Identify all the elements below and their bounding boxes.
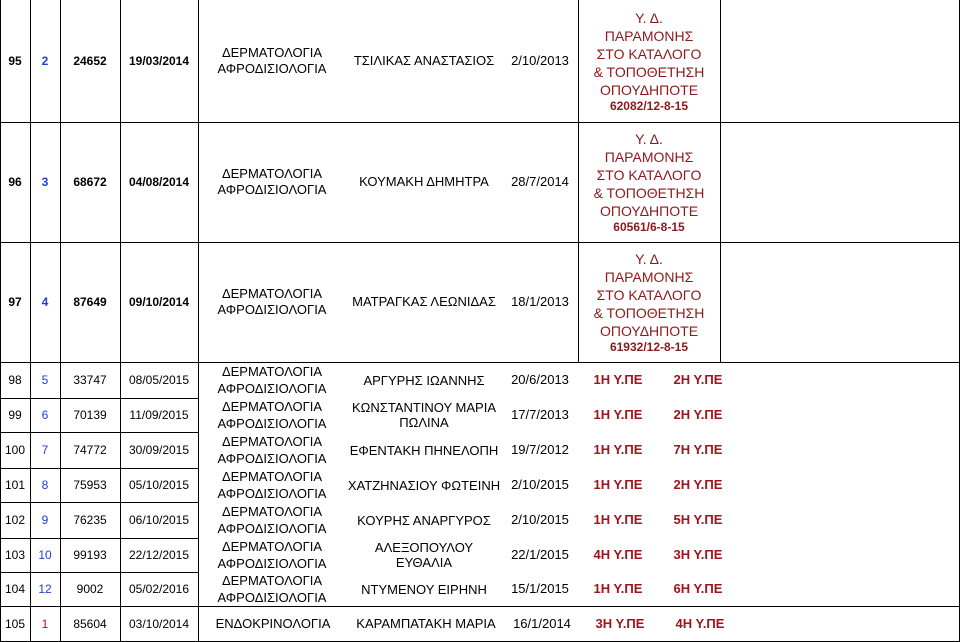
specialty-line2: ΑΦΡΟΔΙΣΙΟΛΟΓΙΑ [217,416,327,431]
date [120,362,198,398]
status-code: 62082/12-8-15 [609,98,689,113]
row-index-text: 96 [8,174,22,189]
col-border [0,0,1,642]
name-line1: ΕΦΕΝΤΑΚΗ ΠΗΝΕΛΟΠΗ [349,442,499,458]
status-line: ΣΤΟ ΚΑΤΑΛΟΓΟ [596,45,702,62]
status-line: ΟΠΟΥΔΗΠΟΤΕ [599,81,699,98]
name [346,432,502,468]
ref-number-text: 76235 [73,512,107,527]
first-region [578,502,658,538]
second-region-text: 6Η Υ.ΠΕ [673,581,723,597]
row-index [0,398,30,432]
ref-number-text: 68672 [73,174,107,189]
second-region [658,468,738,502]
ref-number-text: 33747 [73,372,107,387]
row-no [30,242,60,362]
status-line: Υ. Δ. [635,250,663,267]
name-text: ΚΑΡΑΜΠΑΤΑΚΗ ΜΑΡΙΑ [356,616,496,632]
first-region [578,432,658,468]
ref-number [60,502,120,538]
row-no-text: 12 [38,581,52,596]
ref-number-text: 99193 [73,547,107,562]
row-no [30,122,60,242]
date [120,538,198,572]
appointment-date [502,362,578,398]
row-no-text: 3 [41,174,49,189]
row-no-text: 6 [41,407,49,422]
row-index [0,468,30,502]
specialty [198,502,346,538]
date [120,468,198,502]
specialty-line1: ΔΕΡΜΑΤΟΛΟΓΙΑ [221,364,323,379]
specialty-line1: ΔΕΡΜΑΤΟΛΟΓΙΑ [221,286,323,302]
specialty [198,0,346,122]
status-code: 60561/6-8-15 [613,219,685,234]
row-index-text: 103 [4,547,26,562]
ref-number [60,242,120,362]
ref-number-text: 75953 [73,477,107,492]
appointment-date-text: 17/7/2013 [511,407,569,423]
specialty-line1: ΔΕΡΜΑΤΟΛΟΓΙΑ [221,573,323,588]
specialty-line2: ΑΦΡΟΔΙΣΙΟΛΟΓΙΑ [217,302,327,317]
specialty [198,432,346,468]
date-text: 22/12/2015 [128,547,190,562]
specialty-line2: ΑΦΡΟΔΙΣΙΟΛΟΓΙΑ [217,556,327,571]
ref-number-text: 74772 [73,442,107,457]
appointment-date [502,242,578,362]
ref-number-text: 85604 [73,616,107,631]
second-region [658,398,738,432]
row-index [0,606,30,642]
first-region-text: 1Η Υ.ΠΕ [593,372,643,388]
col-border [30,0,31,642]
first-region-text: 1Η Υ.ΠΕ [593,581,643,597]
date [120,398,198,432]
col-border [198,0,199,642]
appointment-date [502,0,578,122]
status-line: ΣΤΟ ΚΑΤΑΛΟΓΟ [596,166,702,183]
second-region-text: 5Η Υ.ΠΕ [673,512,723,528]
specialty-line1: ΔΕΡΜΑΤΟΛΟΓΙΑ [221,469,323,484]
appointment-date [502,398,578,432]
row-index [0,362,30,398]
row-index-text: 98 [8,372,22,387]
row-no-text: 2 [41,53,49,68]
appointment-date [504,606,580,642]
appointment-date-text: 20/6/2013 [511,372,569,388]
date [120,572,198,606]
name-line1: ΑΡΓΥΡΗΣ ΙΩΑΝΝΗΣ [363,372,485,388]
date-text: 19/03/2014 [128,53,190,68]
row-index [0,122,30,242]
row-no [30,502,60,538]
date [120,242,198,362]
appointment-date [502,572,578,606]
status [578,122,720,242]
second-region [658,572,738,606]
date [120,0,198,122]
name [346,468,502,502]
row-index [0,432,30,468]
appointment-date-text: 28/7/2014 [511,174,569,190]
date [120,122,198,242]
name [346,398,502,432]
status-line: ΠΑΡΑΜΟΝΗΣ [604,148,694,165]
specialty [198,468,346,502]
ref-number [60,0,120,122]
specialty-line1: ΔΕΡΜΑΤΟΛΟΓΙΑ [221,504,323,519]
row-no [30,432,60,468]
date-text: 09/10/2014 [128,294,190,309]
appointment-date-text: 2/10/2013 [511,53,569,69]
first-region-text: 4Η Υ.ΠΕ [593,547,643,563]
appointment-date [502,502,578,538]
row-no-text: 7 [41,442,49,457]
first-region [578,362,658,398]
ref-number [60,398,120,432]
col-border [120,0,121,642]
date [120,432,198,468]
specialty-text: ΕΝΔΟΚΡΙΝΟΛΟΓΙΑ [215,616,331,632]
first-region-text: 1Η Υ.ΠΕ [593,407,643,423]
date-text: 06/10/2015 [128,512,190,527]
appointment-date [502,432,578,468]
status [578,0,720,122]
ref-number [60,606,120,642]
specialty-line1: ΔΕΡΜΑΤΟΛΟΓΙΑ [221,45,323,61]
status-line: ΠΑΡΑΜΟΝΗΣ [604,268,694,285]
first-region [578,538,658,572]
ref-number-text: 70139 [73,407,107,422]
ref-number [60,468,120,502]
col-border [720,0,721,362]
name [346,242,502,362]
row-index-text: 99 [8,407,22,422]
ref-number-text: 24652 [73,53,107,68]
appointment-date-text: 2/10/2015 [511,477,569,493]
status-line: ΟΠΟΥΔΗΠΟΤΕ [599,202,699,219]
status-line: Υ. Δ. [635,130,663,147]
second-region-text: 4Η Υ.ΠΕ [675,616,725,632]
date-text: 04/08/2014 [128,174,190,189]
date-text: 05/02/2016 [128,581,190,596]
appointment-date-text: 2/10/2015 [511,512,569,528]
appointment-date-text: 15/1/2015 [511,581,569,597]
row-no-text: 4 [41,294,49,309]
specialty-line2: ΑΦΡΟΔΙΣΙΟΛΟΓΙΑ [217,590,327,605]
specialty-line1: ΔΕΡΜΑΤΟΛΟΓΙΑ [221,434,323,449]
second-region-text: 2Η Υ.ΠΕ [673,372,723,388]
date [120,606,198,642]
row-no [30,468,60,502]
second-region [658,362,738,398]
second-region [660,606,740,642]
status-line: & ΤΟΠΟΘΕΤΗΣΗ [593,304,705,321]
second-region-text: 2Η Υ.ΠΕ [673,477,723,493]
specialty [198,606,348,642]
name [348,606,504,642]
row-index [0,538,30,572]
appointment-date [502,468,578,502]
second-region [658,502,738,538]
second-region-text: 7Η Υ.ΠΕ [673,442,723,458]
name [346,502,502,538]
ref-number-text: 87649 [73,294,107,309]
row-no [30,0,60,122]
specialty-line2: ΑΦΡΟΔΙΣΙΟΛΟΓΙΑ [217,381,327,396]
row-index-text: 97 [8,294,22,309]
date-text: 08/05/2015 [128,372,190,387]
specialty [198,538,346,572]
row-index-text: 104 [4,581,26,596]
specialty [198,242,346,362]
specialty [198,362,346,398]
appointment-date-text: 16/1/2014 [513,616,571,632]
date-text: 30/09/2015 [128,442,190,457]
row-no [30,398,60,432]
name-line1: ΚΩΝΣΤΑΝΤΙΝΟΥ ΜΑΡΙΑ [352,400,496,415]
first-region-text: 1Η Υ.ΠΕ [593,477,643,493]
col-border [578,0,579,362]
row-index [0,502,30,538]
row-no [30,606,60,642]
appointment-date-text: 19/7/2012 [511,442,569,458]
name [346,0,502,122]
ref-number [60,572,120,606]
appointment-date [502,122,578,242]
appointment-date [502,538,578,572]
row-no-text: 10 [38,547,52,562]
row-index-text: 105 [4,616,26,631]
second-region [658,538,738,572]
name-line1: ΧΑΤΖΗΝΑΣΙΟΥ ΦΩΤΕΙΝΗ [347,477,501,493]
specialty [198,572,346,606]
status-line: & ΤΟΠΟΘΕΤΗΣΗ [593,184,705,201]
status-code: 61932/12-8-15 [609,339,689,354]
ref-number [60,362,120,398]
name-line1: ΑΛΕΞΟΠΟΥΛΟΥ [374,540,474,555]
ref-number-text: 9002 [76,581,104,596]
name [346,362,502,398]
name-line2: ΕΥΘΑΛΙΑ [395,555,453,570]
specialty-line1: ΔΕΡΜΑΤΟΛΟΓΙΑ [221,166,323,182]
col-border [60,0,61,642]
ref-number [60,432,120,468]
status-line: ΠΑΡΑΜΟΝΗΣ [604,27,694,44]
first-region [578,468,658,502]
status-line: Υ. Δ. [635,9,663,26]
row-no [30,572,60,606]
second-region-text: 3Η Υ.ΠΕ [673,547,723,563]
date [120,502,198,538]
ref-number [60,538,120,572]
row-index-text: 95 [8,53,22,68]
specialty [198,398,346,432]
first-region-text: 1Η Υ.ΠΕ [593,512,643,528]
date-text: 05/10/2015 [128,477,190,492]
first-region [578,572,658,606]
row-no-text: 5 [41,372,49,387]
name-text: ΤΣΙΛΙΚΑΣ ΑΝΑΣΤΑΣΙΟΣ [353,53,495,69]
date-text: 03/10/2014 [128,616,190,631]
second-region-text: 2Η Υ.ΠΕ [673,407,723,423]
status-line: ΣΤΟ ΚΑΤΑΛΟΓΟ [596,286,702,303]
name-line2: ΠΩΛΙΝΑ [399,415,449,430]
first-region [580,606,660,642]
row-index [0,242,30,362]
specialty [198,122,346,242]
specialty-line2: ΑΦΡΟΔΙΣΙΟΛΟΓΙΑ [217,451,327,466]
row-index-text: 102 [4,512,26,527]
status-line: & ΤΟΠΟΘΕΤΗΣΗ [593,63,705,80]
name [346,538,502,572]
first-region-text: 1Η Υ.ΠΕ [593,442,643,458]
specialty-line1: ΔΕΡΜΑΤΟΛΟΓΙΑ [221,539,323,554]
row-index [0,572,30,606]
specialty-line2: ΑΦΡΟΔΙΣΙΟΛΟΓΙΑ [217,182,327,197]
status-line: ΟΠΟΥΔΗΠΟΤΕ [599,322,699,339]
name [346,572,502,606]
row-index [0,0,30,122]
specialty-line2: ΑΦΡΟΔΙΣΙΟΛΟΓΙΑ [217,61,327,76]
row-no-text: 1 [41,616,49,631]
specialty-line2: ΑΦΡΟΔΙΣΙΟΛΟΓΙΑ [217,521,327,536]
name [346,122,502,242]
row-no-text: 9 [41,512,49,527]
name-line1: ΚΟΥΡΗΣ ΑΝΑΡΓΥΡΟΣ [357,512,491,528]
name-text: ΚΟΥΜΑΚΗ ΔΗΜΗΤΡΑ [359,174,489,190]
status [578,242,720,362]
first-region [578,398,658,432]
specialty-line1: ΔΕΡΜΑΤΟΛΟΓΙΑ [221,399,323,414]
name-line1: ΝΤΥΜΕΝΟΥ ΕΙΡΗΝΗ [361,581,487,597]
appointment-date-text: 22/1/2015 [511,547,569,563]
row-index-text: 101 [4,477,26,492]
specialty-line2: ΑΦΡΟΔΙΣΙΟΛΟΓΙΑ [217,486,327,501]
second-region [658,432,738,468]
row-index-text: 100 [4,442,26,457]
row-no [30,362,60,398]
appointment-date-text: 18/1/2013 [511,294,569,310]
row-no [30,538,60,572]
date-text: 11/09/2015 [129,407,189,422]
name-text: ΜΑΤΡΑΓΚΑΣ ΛΕΩΝΙΔΑΣ [352,294,496,310]
row-no-text: 8 [41,477,49,492]
first-region-text: 3Η Υ.ΠΕ [595,616,645,632]
ref-number [60,122,120,242]
